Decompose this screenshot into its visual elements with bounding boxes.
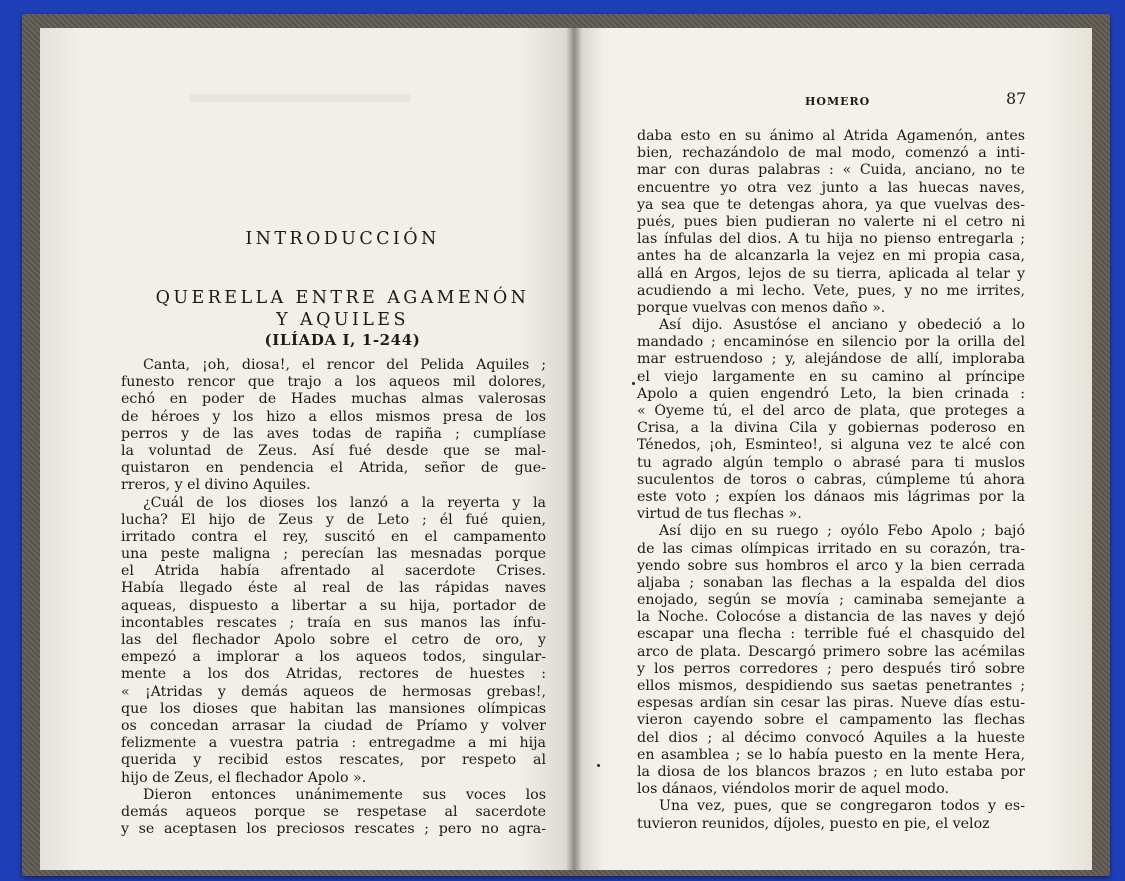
show-through-text: [190, 94, 410, 102]
page-number: 87: [1006, 89, 1027, 108]
running-head: HOMERO: [805, 95, 871, 108]
text-line: Una vez, pues, que se congregaron todos y es-: [659, 798, 1025, 815]
text-line: yendo sobre sus hombros el arco y la bien cerrada: [637, 557, 1025, 574]
text-line: hijo de Zeus, el flechador Apolo ».: [121, 769, 367, 786]
text-line: lucha? El hijo de Zeus y de Leto ; él fué quien,: [121, 511, 546, 528]
text-line: allá en Argos, lejos de su tierra, aplicada al telar y: [637, 265, 1025, 282]
text-line: las del flechador Apolo sobre el cetro de oro, y: [121, 632, 546, 648]
introduction-heading: INTRODUCCIÓN: [245, 229, 440, 249]
text-line: Había llegado éste al real de las rápidas naves: [121, 580, 546, 597]
text-line: escapar una flecha : terrible fué el chasquido del: [637, 626, 1025, 643]
text-line: antes ha de alcanzarla la vejez en mi propia casa,: [637, 248, 1025, 265]
text-line: suculentos de toros o cabras, cúmpleme tú ahora: [637, 471, 1025, 488]
text-line: de héroes y los hizo a ellos mismos presa de los: [121, 408, 546, 425]
text-line: que los dioses que habitan las mansiones olímpicas: [121, 700, 546, 717]
text-line: aljaba ; sonaban las flechas a la espalda del dios: [637, 574, 1025, 591]
text-line: Así dijo en su ruego ; oyólo Febo Apolo ; bajó: [659, 523, 1025, 540]
text-line: vieron cayendo sobre el campamento las flechas: [637, 712, 1025, 729]
text-line: daba esto en su ánimo al Atrida Agamenón, antes: [637, 128, 1025, 144]
text-line: y se aceptasen los preciosos rescates ; pero no agra-: [121, 821, 546, 838]
text-line: Apolo a quien engendró Leto, la bien crinada :: [637, 385, 1025, 402]
text-line: mandado ; encaminóse en silencio por la orilla del: [637, 334, 1025, 351]
right-page: [575, 28, 1092, 870]
text-line: encuentre yo otra vez junto a las huecas naves,: [637, 179, 1025, 196]
text-line: acudiendo a mi lecho. Vete, pues, y no me irrites,: [637, 282, 1025, 299]
text-line: virtud de tus flechas ».: [637, 506, 802, 523]
text-line: Canta, ¡oh, diosa!, el rencor del Pelida Aquiles ;: [143, 357, 546, 373]
text-line: perros y de las aves todas de rapiña ; cumplíase: [121, 425, 546, 442]
text-line: el Atrida había afrentado al sacerdote Crises.: [121, 563, 546, 580]
text-line: Así dijo. Asustóse el anciano y obedeció a lo: [659, 317, 1025, 334]
text-line: pués, pues bien pudieran no valerte ni el cetro ni: [637, 213, 1025, 230]
text-line: porque vuelvas con menos daño ».: [637, 299, 886, 316]
text-line: aqueas, dispuesto a libertar a su hija, portador de: [121, 597, 546, 614]
chapter-title-line: QUERELLA ENTRE AGAMENÓN: [155, 288, 530, 308]
book-gutter: [566, 28, 582, 870]
text-line: bien, rechazándolo de mal modo, comenzó a inti-: [637, 145, 1025, 162]
text-line: « ¡Atridas y demás aqueos de hermosas grebas!,: [121, 683, 546, 700]
ink-speck: [632, 382, 635, 385]
text-line: Ténedos, ¡oh, Esminteo!, si alguna vez te alcé con: [637, 437, 1025, 454]
text-line: « Óyeme tú, el del arco de plata, que proteges a: [637, 403, 1025, 419]
chapter-title-line: Y AQUILES: [276, 310, 409, 330]
text-line: os concedan arrasar la ciudad de Príamo y volver: [121, 717, 546, 734]
text-line: mar con duras palabras : « Cuida, anciano, no te: [637, 162, 1025, 179]
text-line: quistaron en pendencia el Atrida, señor de gue-: [121, 460, 546, 477]
text-line: irritado contra el rey, suscitó en el campamento: [121, 528, 546, 545]
text-line: el viejo largamente en su camino al príncipe: [637, 368, 1025, 385]
text-line: y los perros corredores ; pero después tiró sobre: [637, 660, 1025, 677]
text-line: funesto rencor que trajo a los aqueos mil dolores,: [121, 374, 546, 391]
text-line: este voto ; expíen los dánaos mis lágrimas por la: [637, 488, 1025, 505]
text-line: tuvieron reunidos, díjoles, puesto en pie, el veloz: [637, 815, 990, 832]
text-line: espesas ardían sin cesar las piras. Nueve días estu-: [637, 695, 1025, 712]
ink-speck: [597, 764, 600, 767]
text-line: los dánaos, viéndolos morir de aquel modo.: [637, 781, 950, 798]
text-line: Dieron entonces unánimemente sus voces los: [143, 786, 546, 803]
text-line: empezó a implorar a los aqueos todos, singular-: [121, 649, 546, 666]
text-line: la voluntad de Zeus. Así fué desde que se mal-: [121, 442, 546, 459]
text-line: Crisa, a la divina Cila y gobiernas poderoso en: [637, 420, 1025, 437]
text-line: ellos mismos, despidiendo sus saetas penetrantes ;: [637, 678, 1025, 694]
left-page-body-text: [121, 357, 546, 838]
text-line: enojado, según se movía ; caminaba semejante a: [637, 592, 1025, 609]
text-line: echó en poder de Hades muchas almas valerosas: [121, 391, 546, 408]
text-line: incontables rescates ; traía en sus manos las ínfu-: [121, 614, 546, 631]
text-line: de las cimas olímpicas irritado en su corazón, tra-: [637, 540, 1025, 557]
text-line: querida y recibid estos rescates, por respeto al: [121, 752, 546, 769]
text-line: del dios ; al décimo convocó Aquiles a la hueste: [637, 729, 1025, 746]
text-line: mar estruendoso ; y, alejándose de allí, imploraba: [637, 351, 1025, 368]
text-line: arco de plata. Descargó primero sobre las acémilas: [637, 643, 1025, 660]
text-line: rreros, y el divino Aquiles.: [121, 477, 311, 494]
text-line: demás aqueos porque se respetase al sacerdote: [121, 803, 546, 820]
text-line: las ínfulas del dios. A tu hija no pienso entregarla ;: [637, 231, 1025, 248]
chapter-reference: (ILÍADA I, 1-244): [264, 331, 421, 349]
text-line: una peste maligna ; perecían las mesnadas porque: [121, 546, 546, 563]
left-page: [40, 28, 575, 870]
text-line: ¿Cuál de los dioses los lanzó a la reyerta y la: [143, 494, 546, 511]
right-page-body-text: [637, 128, 1025, 833]
text-line: la Noche. Colocóse a distancia de las naves y dejó: [637, 609, 1025, 626]
text-line: ya sea que te detengas ahora, ya que vuelvas des-: [637, 196, 1025, 213]
text-line: en asamblea ; se lo había puesto en la mente Hera,: [637, 746, 1025, 763]
text-line: la diosa de los blancos brazos ; en luto estaba por: [637, 763, 1025, 780]
text-line: felizmente a vuestra patria : entregadme a mi hija: [121, 735, 546, 752]
text-line: tu agrado algún templo o abrasé para ti muslos: [637, 454, 1025, 471]
text-line: mente a los dos Atridas, rectores de huestes :: [121, 666, 546, 683]
chapter-title: [120, 287, 565, 331]
